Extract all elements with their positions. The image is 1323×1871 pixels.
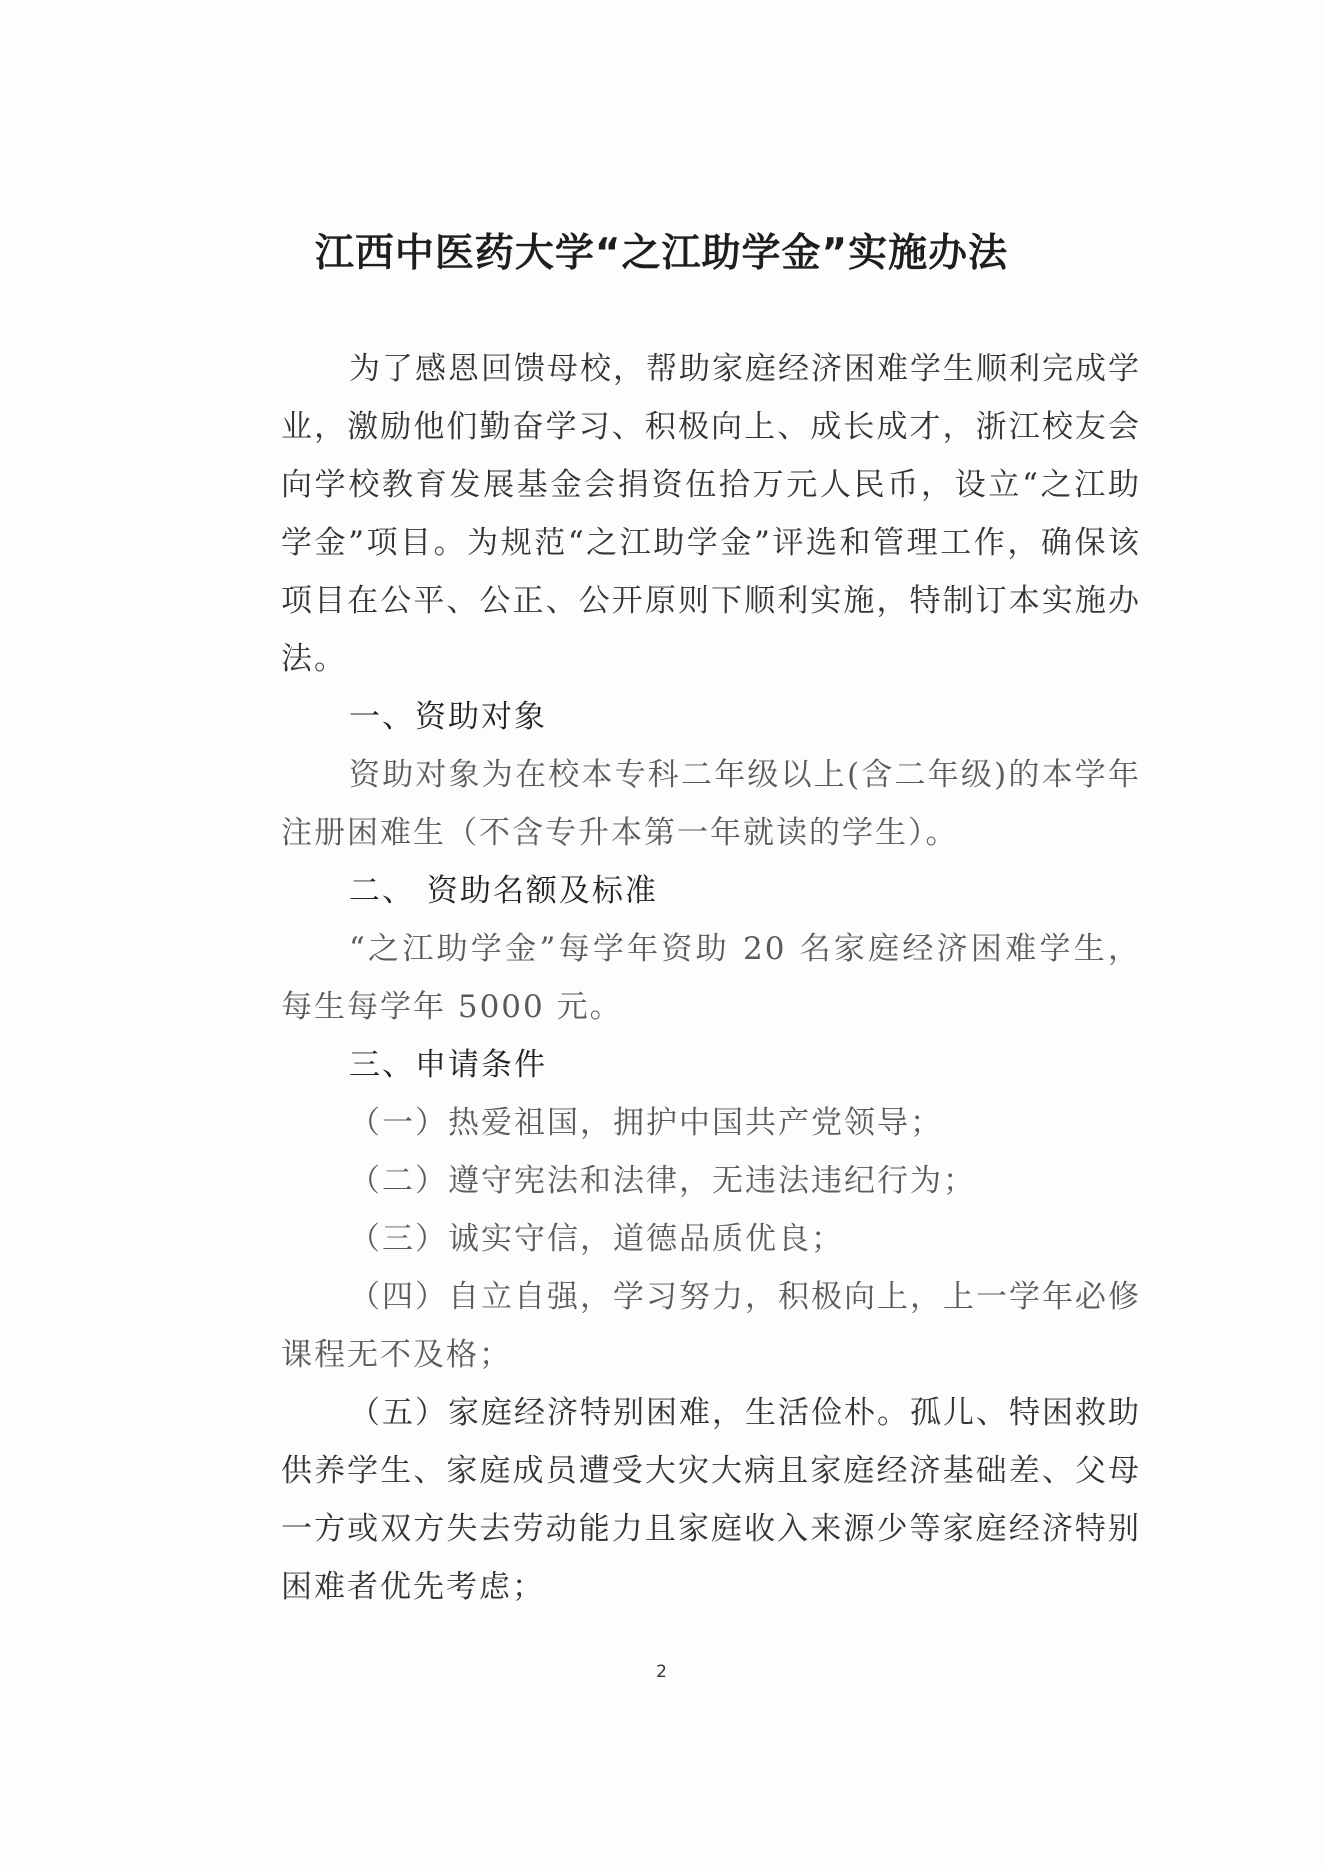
section-2-paragraph: “之江助学金”每学年资助 20 名家庭经济困难学生，每生每学年 5000 元。 [281,931,1141,1025]
section-heading-2: 二、 资助名额及标准 [349,873,658,909]
condition-item-3: （三）诚实守信，道德品质优良； [349,1221,844,1257]
condition-item-5: （五）家庭经济特别困难，生活俭朴。孤儿、特困救助供养学生、家庭成员遭受大灾大病且家庭经济基础差、父母一方或双方失去劳动能力且家庭收入来源少等家庭经济特别困难者优先考虑； [281,1395,1141,1605]
condition-item-2: （二）遵守宪法和法律，无违法违纪行为； [349,1163,976,1199]
condition-item-1: （一）热爱祖国，拥护中国共产党领导； [349,1105,943,1141]
section-1-paragraph: 资助对象为在校本专科二年级以上(含二年级)的本学年注册困难生（不含专升本第一年就读的学生）。 [281,757,1141,851]
intro-paragraph: 为了感恩回馈母校，帮助家庭经济困难学生顺利完成学业，激励他们勤奋学习、积极向上、成长成才，浙江校友会向学校教育发展基金会捐资伍拾万元人民币，设立“之江助学金”项目。为规范“之江助学金”评选和管理工作，确保该项目在公平、公正、公开原则下顺利实施，特制订本实施办法。 [281,351,1141,677]
document-body [281,340,1141,1616]
document-title: 江西中医药大学“之江助学金”实施办法 [314,231,1009,276]
page-number: 2 [656,1662,667,1682]
section-heading-3: 三、申请条件 [349,1047,547,1083]
section-heading-1: 一、资助对象 [349,699,547,735]
condition-item-4: （四）自立自强，学习努力，积极向上，上一学年必修课程无不及格； [281,1279,1141,1373]
